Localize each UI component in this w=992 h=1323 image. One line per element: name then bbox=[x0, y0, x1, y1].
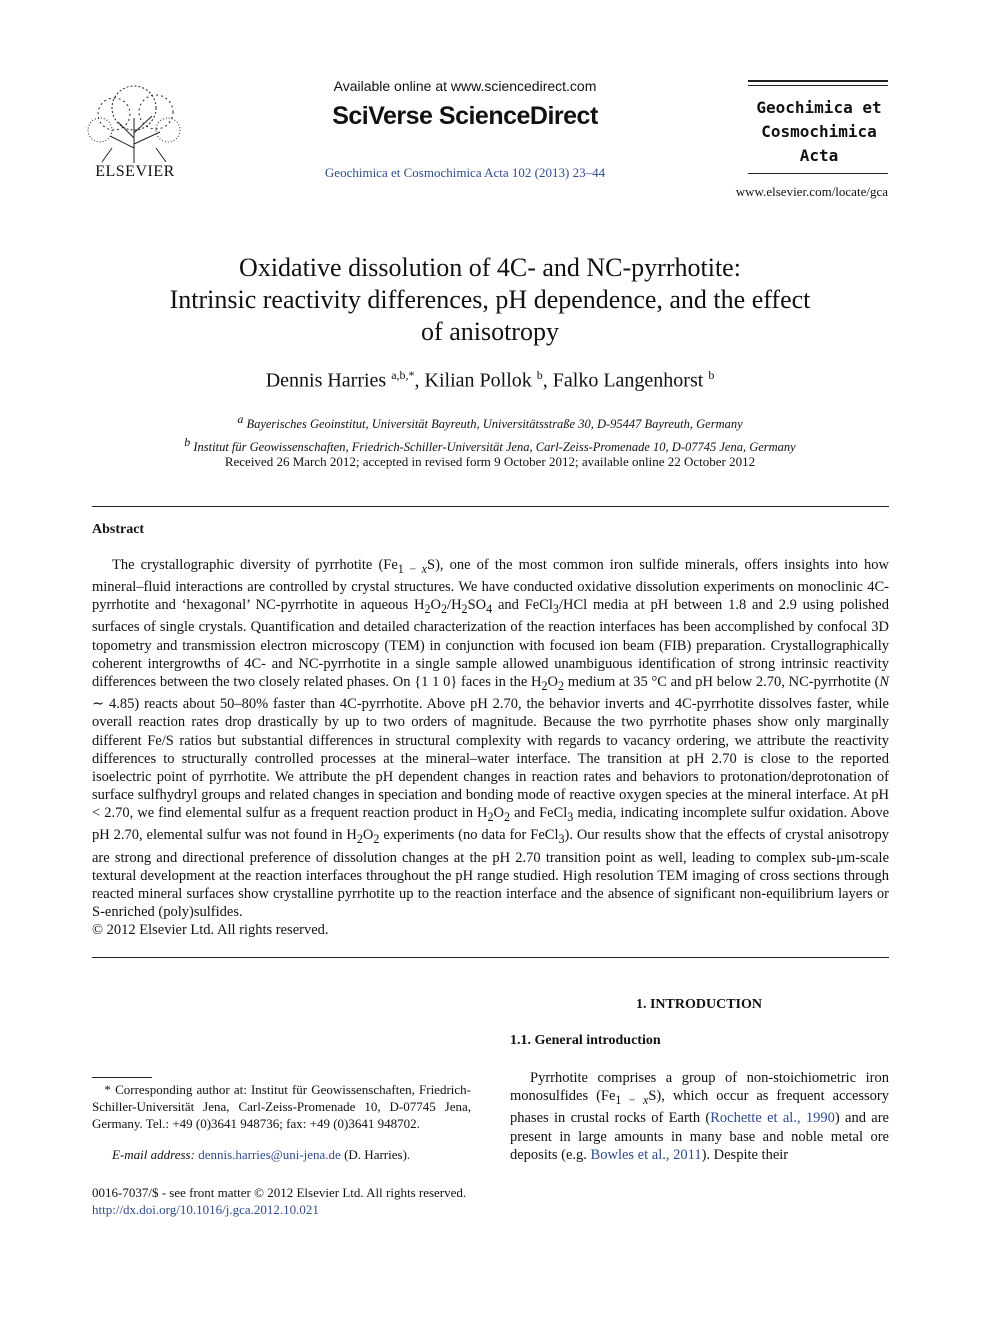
abstract-copyright: © 2012 Elsevier Ltd. All rights reserved. bbox=[92, 922, 329, 938]
doi-link[interactable]: http://dx.doi.org/10.1016/j.gca.2012.10.021 bbox=[92, 1202, 319, 1217]
platform-logo-text: SciVerse ScienceDirect bbox=[332, 102, 598, 130]
issn-line: 0016-7037/$ - see front matter © 2012 Elsevier Ltd. All rights reserved. bbox=[92, 1185, 467, 1200]
author-name[interactable]: Kilian Pollok bbox=[424, 369, 532, 392]
affiliation-mark: a bbox=[237, 412, 244, 426]
received-dates: Received 26 March 2012; accepted in revised form 9 October 2012; available online 22 October 2012 bbox=[224, 454, 756, 469]
abstract-top-rule bbox=[92, 506, 889, 507]
author-marks[interactable]: b bbox=[708, 368, 715, 382]
author-marks[interactable]: b bbox=[536, 368, 543, 382]
email-link[interactable]: dennis.harries@uni-jena.de bbox=[198, 1147, 341, 1162]
footnote-rule bbox=[92, 1077, 152, 1078]
title-line: Oxidative dissolution of 4C- and NC-pyrrhotite: bbox=[239, 253, 741, 282]
journal-citation-link[interactable]: Geochimica et Cosmochimica Acta 102 (2013) 23–44 bbox=[324, 165, 606, 180]
author-list: Dennis Harries $^{a,b,*}$, Kilian Pollok $^b$, Falko Langenhorst $^b$ bbox=[265, 368, 715, 392]
subsection-heading: 1.1. General introduction bbox=[510, 1033, 661, 1048]
header-rule bbox=[748, 173, 888, 174]
abstract-bottom-rule bbox=[92, 957, 889, 958]
publisher-name: ELSEVIER bbox=[80, 163, 190, 181]
author-name[interactable]: Falko Langenhorst bbox=[552, 369, 704, 392]
affiliation-text: Bayerisches Geoinstitut, Universität Bayreuth, Universitätsstraße 30, D-95447 Bayreuth, Germany bbox=[246, 417, 743, 432]
footnote-text: * Corresponding author at: Institut für Geowissenschaften, Friedrich-Schiller-Universität Jena, Carl-Zeiss-Promenade 10, D-07745 Jena, Germany. Tel.: +49 (0)3641 948736; fax: +49 (0)3641 948702. bbox=[92, 1082, 471, 1131]
title-line: of anisotropy bbox=[421, 317, 559, 346]
affiliation-a bbox=[92, 410, 888, 433]
corresponding-author-footnote bbox=[92, 1081, 471, 1132]
header-rule bbox=[748, 85, 888, 86]
abstract-paragraph: The crystallographic diversity of pyrrhotite $(Fe_{1 - x}S)$, one of the most common iron sulfide minerals, offers insights into how mineral–fluid interactions are controlled by crystal structures. We have conducted oxidative dissolution experiments on monoclinic 4C-pyrrhotite and ‘hexagonal’ NC-pyrrhotite in aqueous $H_2O_2/H_2SO_4$ and FeCl$_3$/HCl media at pH between 1.8 and 2.9 using polished surfaces of single crystals. Quantification and detailed characterization of the reaction interfaces has been accomplished by confocal 3D topometry and transmission electron microscopy (TEM) in conjunction with focused ion beam (FIB) preparation. Crystallographically coherent intergrowths of 4C- and NC-pyrrhotite in a single sample allowed unambiguous identification of strong intrinsic reactivity differences between the two closely related phases. On {1 1 0} faces in the $H_2O_2$ medium at 35 °C and pH below 2.70, NC-pyrrhotite (N ∼ 4.85) reacts about 50–80% faster than 4C-pyrrhotite. Above pH 2.70, the behavior inverts and 4C-pyrrhotite dissolves faster, while overall reaction rates drop drastically by up to two orders of magnitude. Because the two pyrrhotite phases show only marginally different Fe/S ratios but substantial differences in structural complexity with regards to vacancy ordering, we attribute the reactivity differences to structurally controlled processes at the mineral–water interface. The transition at pH 2.70 is close to the reported isoelectric point of pyrrhotite. We attribute the pH dependent changes in reaction rates and behaviors to protonation/deprotonation of surface sulfhydryl groups and related changes in speciation and bonding mode of reactive oxygen species at the mineral interface. At pH < 2.70, we find elemental sulfur as a frequent reaction product in $H_2O_2$ and FeCl$_3$ media, indicating incomplete sulfur oxidation. Above pH 2.70, elemental sulfur was not found in $H_2O_2$ experiments (no data for FeCl$_3$). Our results show that the effects of crystal anisotropy are strong and directional preference of dissolution changes at the pH 2.70 transition point as well, leading to complex sub-μm-scale textural development at the reaction interfaces throughout the pH range studied. High resolution TEM imaging of cross sections through reacted mineral surfaces show crystalline pyrrhotite up to the reaction interface and the absence of significant non-equilibrium layers or S-enriched (poly)sulfides. bbox=[92, 557, 890, 921]
reference-link[interactable]: Rochette et al., 1990 bbox=[710, 1110, 835, 1127]
affiliation-text: Institut für Geowissenschaften, Friedrich-Schiller-Universität Jena, Carl-Zeiss-Promenade 10, D-07745 Jena, Germany bbox=[193, 440, 796, 455]
journal-title-line: Cosmochimica bbox=[761, 122, 877, 141]
intro-paragraph: Pyrrhotite comprises a group of non-stoichiometric iron monosulfides $(Fe_{1 - x}S)$, which occur as frequent accessory phases in crustal rocks of Earth (Rochette et al., 1990) and are present in large amounts in many base and noble metal ore deposits (e.g. Bowles et al., 2011). Despite their bbox=[510, 1070, 889, 1163]
article-title bbox=[92, 252, 888, 348]
affiliation-mark: b bbox=[184, 435, 191, 450]
journal-title-line: Acta bbox=[799, 146, 839, 165]
abstract-heading: Abstract bbox=[92, 522, 145, 537]
journal-url[interactable]: www.elsevier.com/locate/gca bbox=[735, 184, 888, 199]
available-online-text: Available online at www.sciencedirect.com bbox=[333, 78, 597, 94]
author-marks[interactable]: a,b,* bbox=[391, 368, 415, 382]
front-matter-block bbox=[92, 1184, 512, 1218]
affiliation-b bbox=[92, 433, 888, 456]
email-line: E-mail address: dennis.harries@uni-jena.de (D. Harries). bbox=[112, 1147, 411, 1162]
reference-link[interactable]: Bowles et al., 2011 bbox=[590, 1146, 702, 1163]
journal-title-line: Geochimica et bbox=[756, 98, 882, 117]
author-name[interactable]: Dennis Harries bbox=[265, 369, 387, 392]
abstract-body bbox=[92, 556, 889, 921]
section-heading: 1. INTRODUCTION bbox=[635, 997, 762, 1012]
title-line: Intrinsic reactivity differences, pH dependence, and the effect bbox=[169, 285, 811, 314]
journal-title bbox=[740, 96, 898, 168]
email-owner: (D. Harries). bbox=[344, 1147, 411, 1162]
intro-body bbox=[510, 1069, 889, 1164]
header-rule bbox=[748, 80, 888, 82]
affiliations bbox=[92, 410, 888, 456]
